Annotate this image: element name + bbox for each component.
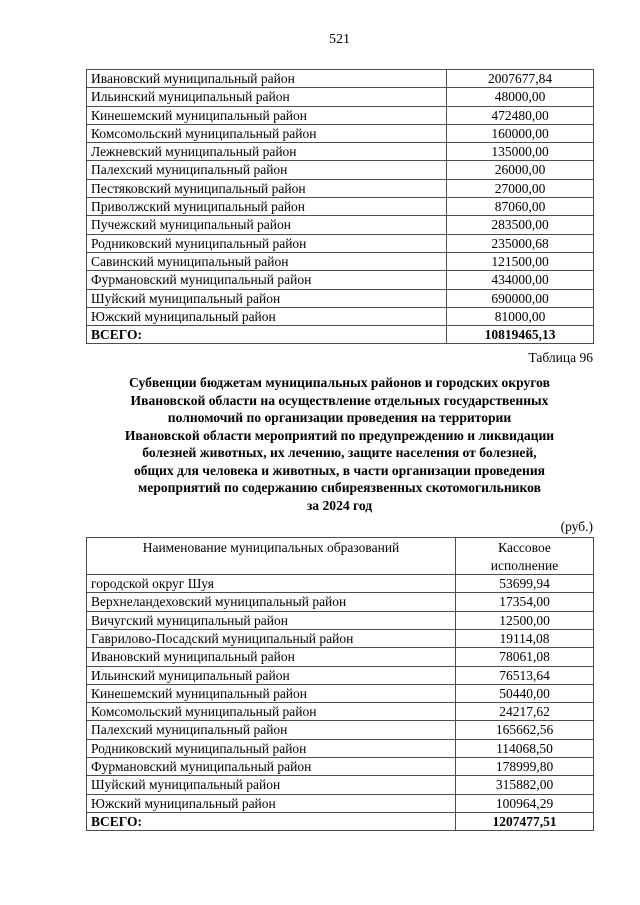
total-row	[87, 812, 594, 830]
column-header-cash-execution-line1: Кассовое	[498, 540, 551, 556]
district-name-cell: Кинешемский муниципальный район	[87, 684, 456, 702]
table-row	[87, 575, 594, 593]
district-name-cell: Родниковский муниципальный район	[87, 234, 447, 252]
table-96-anthrax-burial-sites	[86, 537, 594, 831]
district-name-cell: Пестяковский муниципальный район	[87, 179, 447, 197]
currency-unit-label: (руб.)	[560, 519, 593, 535]
table-row	[87, 161, 594, 179]
table-title	[86, 374, 593, 514]
table-subventions-continued	[86, 69, 594, 344]
amount-cell: 434000,00	[447, 271, 594, 289]
table-row	[87, 307, 594, 325]
district-name-cell: Комсомольский муниципальный район	[87, 703, 456, 721]
amount-cell: 2007677,84	[447, 70, 594, 88]
amount-cell: 78061,08	[456, 648, 594, 666]
table-row	[87, 629, 594, 647]
table-row	[87, 794, 594, 812]
column-header-cash-execution	[456, 538, 594, 575]
table-title-line: общих для человека и животных, в части организации проведения	[133, 462, 546, 478]
total-amount-cell: 1207477,51	[456, 812, 594, 830]
table-row	[87, 124, 594, 142]
amount-cell: 315882,00	[456, 776, 594, 794]
district-name-cell: Кинешемский муниципальный район	[87, 106, 447, 124]
amount-cell: 26000,00	[447, 161, 594, 179]
district-name-cell: Вичугский муниципальный район	[87, 611, 456, 629]
table-title-line: за 2024 год	[306, 497, 373, 513]
district-name-cell: Пучежский муниципальный район	[87, 216, 447, 234]
table-subventions-continued-body	[87, 70, 594, 326]
district-name-cell: Ильинский муниципальный район	[87, 666, 456, 684]
amount-cell: 165662,56	[456, 721, 594, 739]
total-label-cell: ВСЕГО:	[87, 812, 456, 830]
amount-cell: 87060,00	[447, 198, 594, 216]
amount-cell: 100964,29	[456, 794, 594, 812]
district-name-cell: Южский муниципальный район	[87, 794, 456, 812]
amount-cell: 17354,00	[456, 593, 594, 611]
district-name-cell: городской округ Шуя	[87, 575, 456, 593]
amount-cell: 690000,00	[447, 289, 594, 307]
district-name-cell: Гаврилово-Посадский муниципальный район	[87, 629, 456, 647]
total-amount-cell: 10819465,13	[447, 326, 594, 344]
table-row	[87, 252, 594, 270]
district-name-cell: Фурмановский муниципальный район	[87, 758, 456, 776]
district-name-cell: Палехский муниципальный район	[87, 161, 447, 179]
amount-cell: 76513,64	[456, 666, 594, 684]
district-name-cell: Южский муниципальный район	[87, 307, 447, 325]
table-row	[87, 88, 594, 106]
table-row	[87, 106, 594, 124]
table-header-row	[87, 538, 594, 575]
table-caption: Таблица 96	[528, 350, 593, 366]
district-name-cell: Фурмановский муниципальный район	[87, 271, 447, 289]
table-row	[87, 234, 594, 252]
table-row	[87, 289, 594, 307]
table-row	[87, 648, 594, 666]
page-number: 521	[329, 32, 350, 47]
table-row	[87, 179, 594, 197]
district-name-cell: Приволжский муниципальный район	[87, 198, 447, 216]
table-row	[87, 611, 594, 629]
amount-cell: 114068,50	[456, 739, 594, 757]
district-name-cell: Шуйский муниципальный район	[87, 776, 456, 794]
amount-cell: 24217,62	[456, 703, 594, 721]
amount-cell: 50440,00	[456, 684, 594, 702]
amount-cell: 27000,00	[447, 179, 594, 197]
district-name-cell: Ивановский муниципальный район	[87, 70, 447, 88]
table-title-line: болезней животных, их лечению, защите населения от болезней,	[142, 445, 537, 461]
table-row	[87, 198, 594, 216]
amount-cell: 81000,00	[447, 307, 594, 325]
district-name-cell: Ильинский муниципальный район	[87, 88, 447, 106]
district-name-cell: Лежневский муниципальный район	[87, 143, 447, 161]
district-name-cell: Шуйский муниципальный район	[87, 289, 447, 307]
column-header-municipality: Наименование муниципальных образований	[87, 538, 456, 575]
amount-cell: 472480,00	[447, 106, 594, 124]
table-title-line: Ивановской области на осуществление отдельных государственных	[130, 392, 549, 408]
district-name-cell: Савинский муниципальный район	[87, 252, 447, 270]
table-96-body	[87, 575, 594, 813]
amount-cell: 12500,00	[456, 611, 594, 629]
amount-cell: 283500,00	[447, 216, 594, 234]
table-row	[87, 776, 594, 794]
table-row	[87, 758, 594, 776]
amount-cell: 121500,00	[447, 252, 594, 270]
table-row	[87, 684, 594, 702]
table-row	[87, 739, 594, 757]
amount-cell: 178999,80	[456, 758, 594, 776]
total-label-cell: ВСЕГО:	[87, 326, 447, 344]
amount-cell: 160000,00	[447, 124, 594, 142]
amount-cell: 53699,94	[456, 575, 594, 593]
table-row	[87, 666, 594, 684]
table-title-line: Ивановской области мероприятий по предупреждению и ликвидации	[124, 427, 555, 443]
table-title-line: Субвенции бюджетам муниципальных районов и городских округов	[129, 375, 550, 391]
district-name-cell: Родниковский муниципальный район	[87, 739, 456, 757]
table-row	[87, 216, 594, 234]
total-row	[87, 326, 594, 344]
table-row	[87, 271, 594, 289]
amount-cell: 48000,00	[447, 88, 594, 106]
district-name-cell: Верхнеландеховский муниципальный район	[87, 593, 456, 611]
table-row	[87, 70, 594, 88]
amount-cell: 135000,00	[447, 143, 594, 161]
column-header-cash-execution-line2: исполнение	[490, 557, 559, 573]
amount-cell: 235000,68	[447, 234, 594, 252]
table-row	[87, 721, 594, 739]
table-row	[87, 593, 594, 611]
table-title-line: мероприятий по содержанию сибиреязвенных скотомогильников	[138, 480, 541, 496]
table-row	[87, 143, 594, 161]
amount-cell: 19114,08	[456, 629, 594, 647]
district-name-cell: Комсомольский муниципальный район	[87, 124, 447, 142]
district-name-cell: Ивановский муниципальный район	[87, 648, 456, 666]
district-name-cell: Палехский муниципальный район	[87, 721, 456, 739]
table-title-line: полномочий по организации проведения на территории	[167, 410, 512, 426]
table-row	[87, 703, 594, 721]
